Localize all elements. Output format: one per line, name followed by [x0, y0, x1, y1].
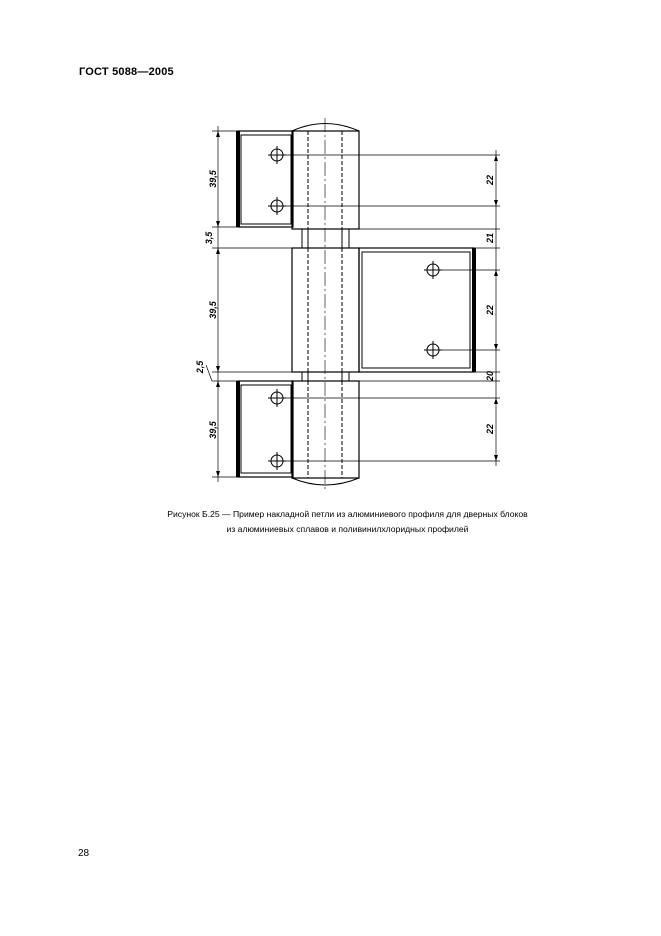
- upper-pin-sleeve: [302, 229, 349, 248]
- dim-right-offset-2: 20: [485, 370, 495, 382]
- figure-caption: [120, 507, 575, 537]
- dim-left-middle-height: 39,5: [208, 301, 218, 319]
- caption-line-2: из алюминиевых сплавов и поливинилхлоридных профилей: [226, 524, 469, 534]
- dim-left-gap-top: 3,5: [204, 231, 214, 245]
- page-number: 28: [78, 848, 90, 859]
- top-knuckle: [292, 124, 359, 230]
- middle-right-leaf: [359, 248, 474, 372]
- standard-code-header: ГОСТ 5088—2005: [79, 66, 174, 78]
- top-left-leaf: [238, 131, 293, 227]
- dim-left-top-height: 39,5: [208, 170, 218, 188]
- dimension-arrows: [216, 131, 498, 477]
- lower-pin-sleeve: [302, 372, 349, 381]
- bottom-left-leaf: [238, 381, 293, 477]
- bottom-knuckle: [292, 381, 359, 485]
- dim-right-offset-1: 21: [485, 232, 495, 244]
- dim-right-bottom-spacing: 22: [485, 423, 495, 435]
- dim-left-gap-bottom: 2,5: [195, 360, 205, 374]
- middle-knuckle: [292, 248, 359, 372]
- right-extension-lines: [277, 155, 500, 461]
- left-extension-lines: [212, 131, 292, 477]
- dim-right-middle-spacing: 22: [485, 304, 495, 316]
- dim-right-top-spacing: 22: [485, 174, 495, 186]
- caption-line-1: Рисунок Б.25 — Пример накладной петли из алюминиевого профиля для дверных блоков: [167, 509, 528, 519]
- dim-left-bottom-height: 39,5: [208, 421, 218, 439]
